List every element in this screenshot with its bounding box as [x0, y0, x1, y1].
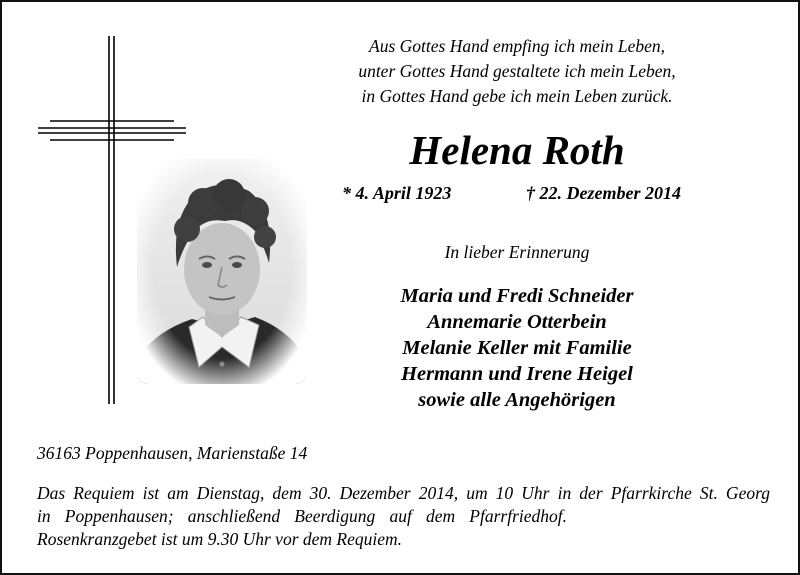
- mourner: Maria und Fredi Schneider: [400, 285, 634, 307]
- memory-line: In lieber Erinnerung: [444, 242, 590, 262]
- portrait-photo: [137, 159, 307, 384]
- requiem-line: in Poppenhausen; anschließend Beerdigung auf dem Pfarrfriedhof.: [37, 506, 567, 526]
- verse-line: unter Gottes Hand gestaltete ich mein Leben,: [358, 61, 676, 81]
- verse-line: in Gottes Hand gebe ich mein Leben zurück.: [361, 86, 673, 106]
- mourner: Hermann und Irene Heigel: [401, 363, 633, 385]
- requiem-line: Das Requiem ist am Dienstag, dem 30. Dezember 2014, um 10 Uhr in der Pfarrkirche St. Georg: [37, 483, 770, 503]
- deceased-name: Helena Roth: [409, 127, 625, 173]
- mourner: Melanie Keller mit Familie: [402, 337, 632, 359]
- requiem-notice: [37, 482, 770, 551]
- birth-date: * 4. April 1923: [342, 183, 452, 203]
- requiem-line: Rosenkranzgebet ist um 9.30 Uhr vor dem Requiem.: [37, 529, 403, 549]
- mourner: sowie alle Angehörigen: [418, 389, 616, 411]
- death-date: † 22. Dezember 2014: [526, 183, 681, 203]
- verse-line: Aus Gottes Hand empfing ich mein Leben,: [369, 36, 665, 56]
- verse: [302, 34, 732, 109]
- mourners-list: [302, 283, 732, 413]
- mourner: Annemarie Otterbein: [427, 311, 607, 333]
- address: 36163 Poppenhausen, Marienstaße 14: [37, 443, 308, 463]
